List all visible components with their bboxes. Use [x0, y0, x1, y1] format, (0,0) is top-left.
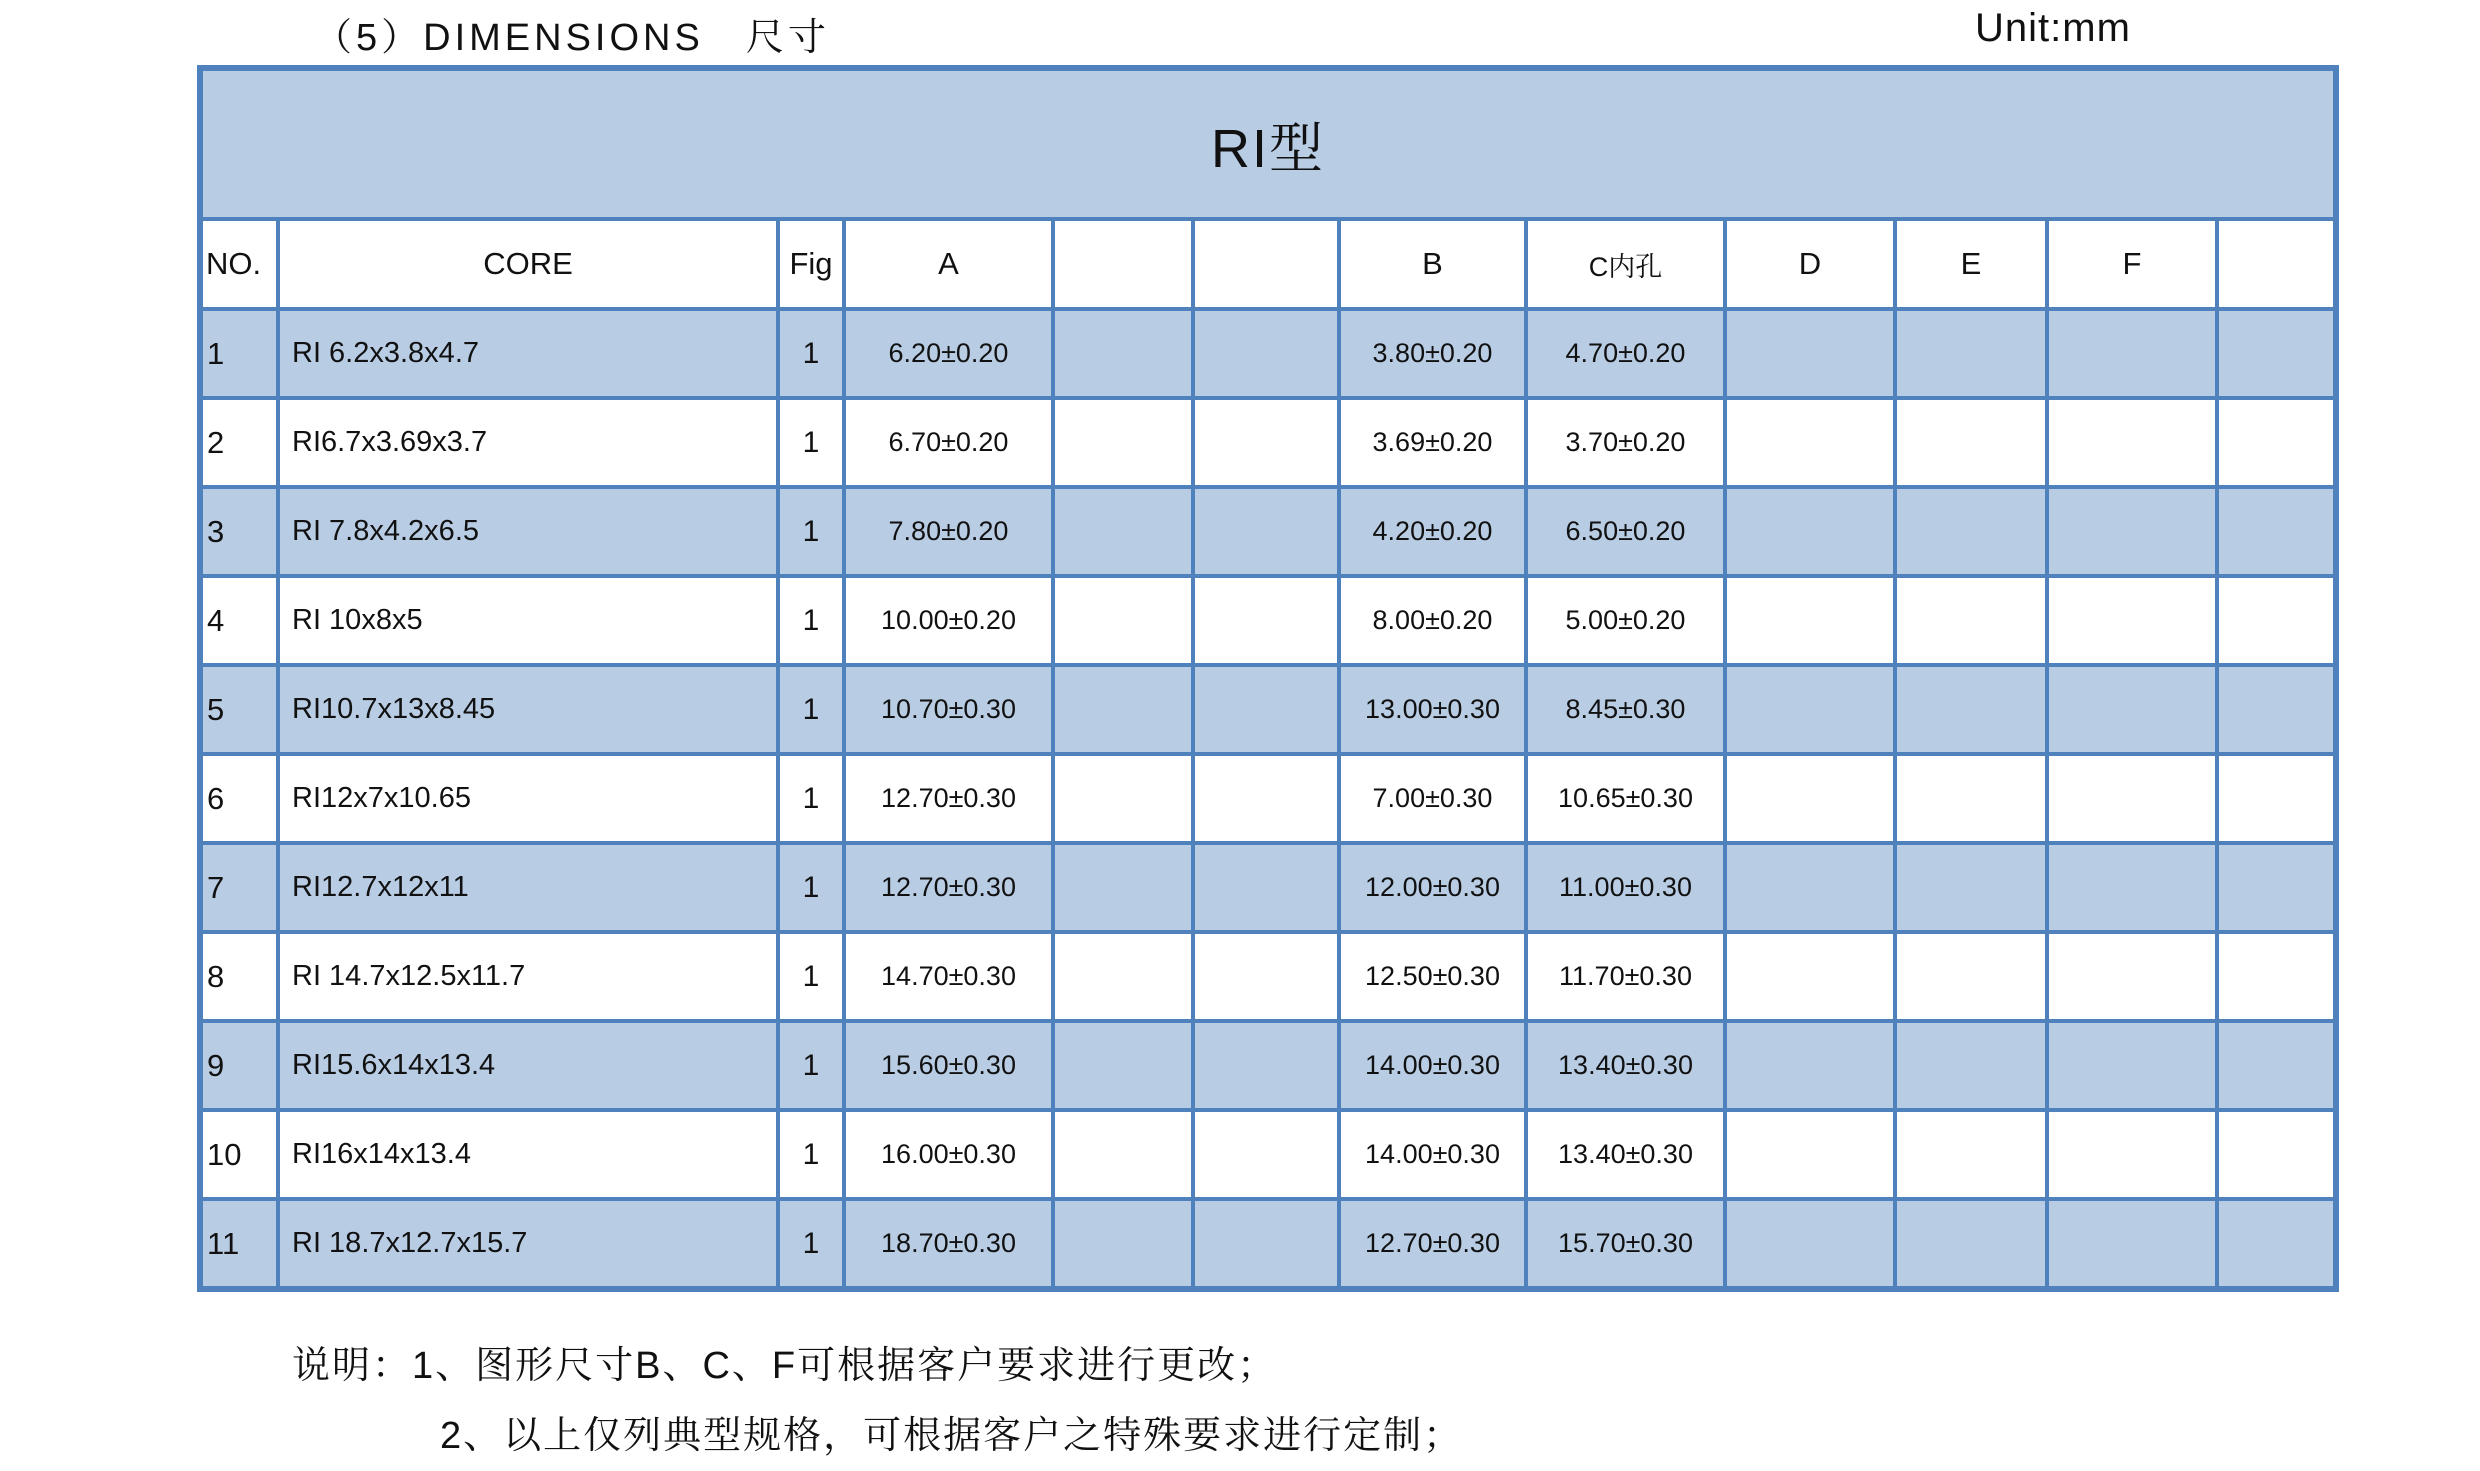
cell-e — [1895, 309, 2047, 398]
table-title: RI型 — [200, 68, 2336, 219]
cell-c: 8.45±0.30 — [1526, 665, 1725, 754]
col-header-empty — [1053, 219, 1193, 309]
cell-core: RI 10x8x5 — [278, 576, 778, 665]
unit-label: Unit:mm — [1975, 6, 2131, 50]
cell-empty — [1193, 309, 1339, 398]
dimensions-table — [197, 65, 2339, 1292]
cell-no: 4 — [200, 576, 278, 665]
cell-no: 10 — [200, 1110, 278, 1199]
cell-a: 14.70±0.30 — [844, 932, 1053, 1021]
cell-empty — [1053, 1110, 1193, 1199]
table-body — [200, 309, 2336, 1289]
cell-e — [1895, 754, 2047, 843]
col-header-f: F — [2047, 219, 2217, 309]
cell-empty — [2217, 843, 2336, 932]
cell-c: 5.00±0.20 — [1526, 576, 1725, 665]
cell-f — [2047, 932, 2217, 1021]
cell-b: 3.69±0.20 — [1339, 398, 1526, 487]
cell-c: 4.70±0.20 — [1526, 309, 1725, 398]
cell-c: 13.40±0.30 — [1526, 1021, 1725, 1110]
cell-empty — [1053, 487, 1193, 576]
cell-e — [1895, 843, 2047, 932]
cell-f — [2047, 665, 2217, 754]
cell-c: 6.50±0.20 — [1526, 487, 1725, 576]
cell-c: 15.70±0.30 — [1526, 1199, 1725, 1289]
cell-d — [1725, 487, 1895, 576]
cell-no: 8 — [200, 932, 278, 1021]
cell-b: 7.00±0.30 — [1339, 754, 1526, 843]
table-row — [200, 1021, 2336, 1110]
cell-a: 12.70±0.30 — [844, 843, 1053, 932]
cell-empty — [2217, 309, 2336, 398]
cell-d — [1725, 398, 1895, 487]
cell-b: 8.00±0.20 — [1339, 576, 1526, 665]
cell-b: 12.50±0.30 — [1339, 932, 1526, 1021]
cell-empty — [1053, 1199, 1193, 1289]
cell-empty — [2217, 398, 2336, 487]
cell-e — [1895, 576, 2047, 665]
cell-e — [1895, 487, 2047, 576]
cell-no: 5 — [200, 665, 278, 754]
cell-f — [2047, 309, 2217, 398]
cell-f — [2047, 1021, 2217, 1110]
cell-d — [1725, 665, 1895, 754]
table-row — [200, 576, 2336, 665]
cell-empty — [2217, 665, 2336, 754]
cell-empty — [2217, 932, 2336, 1021]
cell-core: RI6.7x3.69x3.7 — [278, 398, 778, 487]
cell-a: 16.00±0.30 — [844, 1110, 1053, 1199]
table-row — [200, 932, 2336, 1021]
cell-d — [1725, 576, 1895, 665]
table-row — [200, 309, 2336, 398]
table-row — [200, 398, 2336, 487]
cell-empty — [1193, 1199, 1339, 1289]
cell-b: 12.70±0.30 — [1339, 1199, 1526, 1289]
cell-empty — [1193, 576, 1339, 665]
cell-empty — [1053, 1021, 1193, 1110]
cell-b: 13.00±0.30 — [1339, 665, 1526, 754]
cell-core: RI 18.7x12.7x15.7 — [278, 1199, 778, 1289]
cell-f — [2047, 398, 2217, 487]
cell-f — [2047, 754, 2217, 843]
cell-a: 6.70±0.20 — [844, 398, 1053, 487]
cell-c: 13.40±0.30 — [1526, 1110, 1725, 1199]
cell-empty — [1053, 843, 1193, 932]
cell-e — [1895, 1199, 2047, 1289]
cell-no: 1 — [200, 309, 278, 398]
cell-f — [2047, 1199, 2217, 1289]
cell-fig: 1 — [778, 398, 844, 487]
cell-b: 14.00±0.30 — [1339, 1021, 1526, 1110]
table-row — [200, 1110, 2336, 1199]
cell-empty — [1193, 754, 1339, 843]
cell-a: 18.70±0.30 — [844, 1199, 1053, 1289]
cell-empty — [2217, 1199, 2336, 1289]
cell-core: RI15.6x14x13.4 — [278, 1021, 778, 1110]
cell-empty — [1053, 398, 1193, 487]
cell-fig: 1 — [778, 932, 844, 1021]
cell-no: 6 — [200, 754, 278, 843]
cell-d — [1725, 1110, 1895, 1199]
col-header-b: B — [1339, 219, 1526, 309]
cell-no: 11 — [200, 1199, 278, 1289]
cell-empty — [1053, 665, 1193, 754]
col-header-fig: Fig — [778, 219, 844, 309]
cell-fig: 1 — [778, 487, 844, 576]
cell-a: 10.70±0.30 — [844, 665, 1053, 754]
table-row — [200, 487, 2336, 576]
cell-b: 14.00±0.30 — [1339, 1110, 1526, 1199]
cell-core: RI10.7x13x8.45 — [278, 665, 778, 754]
cell-a: 12.70±0.30 — [844, 754, 1053, 843]
cell-no: 3 — [200, 487, 278, 576]
cell-empty — [1193, 1021, 1339, 1110]
cell-e — [1895, 1021, 2047, 1110]
cell-empty — [1193, 487, 1339, 576]
table-row — [200, 1199, 2336, 1289]
cell-fig: 1 — [778, 843, 844, 932]
table-row — [200, 754, 2336, 843]
cell-a: 6.20±0.20 — [844, 309, 1053, 398]
col-header-empty — [1193, 219, 1339, 309]
note-line-2: 2、以上仅列典型规格，可根据客户之特殊要求进行定制； — [440, 1415, 1464, 1457]
cell-d — [1725, 309, 1895, 398]
cell-no: 7 — [200, 843, 278, 932]
cell-empty — [2217, 754, 2336, 843]
cell-empty — [2217, 1021, 2336, 1110]
cell-empty — [1193, 1110, 1339, 1199]
cell-core: RI12x7x10.65 — [278, 754, 778, 843]
cell-e — [1895, 932, 2047, 1021]
cell-c: 11.70±0.30 — [1526, 932, 1725, 1021]
cell-c: 3.70±0.20 — [1526, 398, 1725, 487]
cell-fig: 1 — [778, 754, 844, 843]
cell-a: 15.60±0.30 — [844, 1021, 1053, 1110]
cell-core: RI 14.7x12.5x11.7 — [278, 932, 778, 1021]
table-row — [200, 665, 2336, 754]
cell-empty — [2217, 487, 2336, 576]
cell-fig: 1 — [778, 576, 844, 665]
table-head — [200, 68, 2336, 309]
cell-d — [1725, 754, 1895, 843]
col-header-no: NO. — [200, 219, 278, 309]
cell-e — [1895, 1110, 2047, 1199]
cell-empty — [1053, 932, 1193, 1021]
col-header-c-inner-hole: C内孔 — [1526, 219, 1725, 309]
cell-empty — [1053, 576, 1193, 665]
col-header-d: D — [1725, 219, 1895, 309]
col-header-empty — [2217, 219, 2336, 309]
cell-f — [2047, 487, 2217, 576]
cell-c: 10.65±0.30 — [1526, 754, 1725, 843]
cell-a: 7.80±0.20 — [844, 487, 1053, 576]
cell-core: RI 6.2x3.8x4.7 — [278, 309, 778, 398]
cell-core: RI12.7x12x11 — [278, 843, 778, 932]
column-header-row — [200, 219, 2336, 309]
cell-no: 9 — [200, 1021, 278, 1110]
cell-empty — [1193, 932, 1339, 1021]
cell-fig: 1 — [778, 309, 844, 398]
cell-e — [1895, 665, 2047, 754]
cell-f — [2047, 1110, 2217, 1199]
col-header-core: CORE — [278, 219, 778, 309]
cell-empty — [1053, 754, 1193, 843]
table-row — [200, 843, 2336, 932]
cell-b: 3.80±0.20 — [1339, 309, 1526, 398]
note-line-1: 说明：1、图形尺寸B、C、F可根据客户要求进行更改； — [292, 1345, 1278, 1387]
cell-fig: 1 — [778, 1199, 844, 1289]
cell-e — [1895, 398, 2047, 487]
cell-core: RI 7.8x4.2x6.5 — [278, 487, 778, 576]
cell-empty — [2217, 576, 2336, 665]
cell-f — [2047, 843, 2217, 932]
cell-d — [1725, 843, 1895, 932]
cell-empty — [2217, 1110, 2336, 1199]
cell-c: 11.00±0.30 — [1526, 843, 1725, 932]
cell-empty — [1193, 665, 1339, 754]
cell-fig: 1 — [778, 1021, 844, 1110]
cell-fig: 1 — [778, 1110, 844, 1199]
table-title-row — [200, 68, 2336, 219]
cell-d — [1725, 1021, 1895, 1110]
cell-fig: 1 — [778, 665, 844, 754]
cell-d — [1725, 932, 1895, 1021]
section-title: （5）DIMENSIONS 尺寸 — [314, 17, 830, 59]
cell-empty — [1193, 398, 1339, 487]
cell-b: 4.20±0.20 — [1339, 487, 1526, 576]
cell-d — [1725, 1199, 1895, 1289]
col-header-a: A — [844, 219, 1053, 309]
cell-a: 10.00±0.20 — [844, 576, 1053, 665]
cell-b: 12.00±0.30 — [1339, 843, 1526, 932]
cell-empty — [1193, 843, 1339, 932]
cell-empty — [1053, 309, 1193, 398]
cell-f — [2047, 576, 2217, 665]
col-header-e: E — [1895, 219, 2047, 309]
cell-no: 2 — [200, 398, 278, 487]
cell-core: RI16x14x13.4 — [278, 1110, 778, 1199]
